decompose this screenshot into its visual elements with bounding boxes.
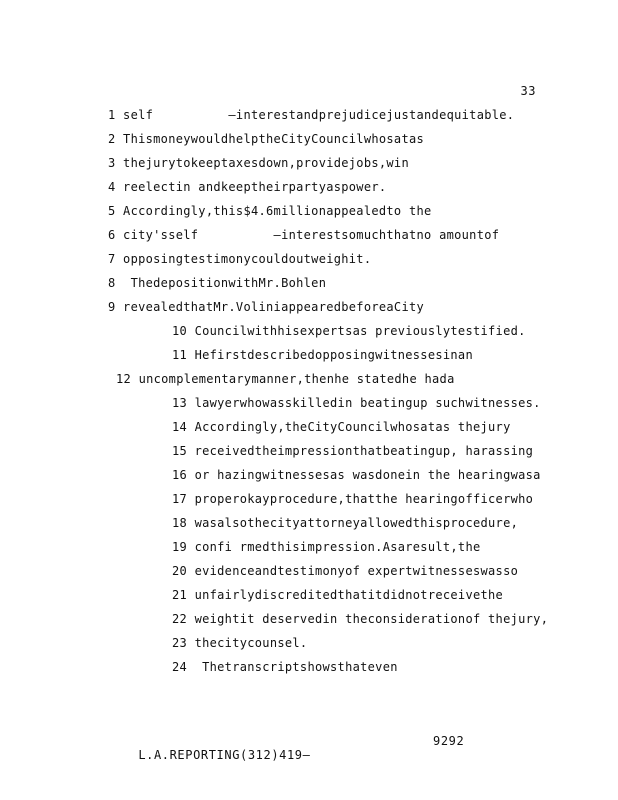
transcript-line-12: 12 uncomplementarymanner,thenhe statedhe hada: [116, 372, 455, 386]
transcript-line-9: 9 revealedthatMr.VoliniappearedbeforeaCity: [108, 300, 425, 314]
transcript-line-23: 23 thecitycounsel.: [172, 636, 308, 650]
reporter-phone-tail: 9292: [433, 734, 465, 748]
reporter-footer: [107, 734, 465, 790]
transcript-line-14: 14 Accordingly,theCityCouncilwhosatas thejury: [172, 420, 511, 434]
transcript-line-24: 24 Thetranscriptshowsthateven: [172, 660, 398, 674]
page-number: 33: [520, 84, 536, 98]
transcript-line-22: 22 weightit deservedin theconsiderationof thejury,: [172, 612, 549, 626]
transcript-line-2: 2 ThismoneywouldhelptheCityCouncilwhosatas: [108, 132, 425, 146]
transcript-line-18: 18 wasalsothecityattorneyallowedthisprocedure,: [172, 516, 519, 530]
transcript-line-10: 10 Councilwithhisexpertsas previouslytestified.: [172, 324, 526, 338]
reporter-name-phone: L.A.REPORTING(312)419—: [138, 748, 311, 762]
transcript-line-13: 13 lawyerwhowasskilledin beatingup suchwitnesses.: [172, 396, 541, 410]
transcript-line-8: 8 ThedepositionwithMr.Bohlen: [108, 276, 327, 290]
transcript-line-21: 21 unfairlydiscreditedthatitdidnotreceivethe: [172, 588, 504, 602]
transcript-line-7: 7 opposingtestimonycouldoutweighit.: [108, 252, 372, 266]
transcript-line-19: 19 confi rmedthisimpression.Asaresult,the: [172, 540, 481, 554]
transcript-line-3: 3 thejurytokeeptaxesdown,providejobs,win: [108, 156, 409, 170]
transcript-line-11: 11 Hefirstdescribedopposingwitnessesinan: [172, 348, 473, 362]
transcript-line-17: 17 properokayprocedure,thatthe hearingofficerwho: [172, 492, 534, 506]
transcript-line-16: 16 or hazingwitnessesas wasdonein the hearingwasa: [172, 468, 541, 482]
transcript-line-20: 20 evidenceandtestimonyof expertwitnesseswasso: [172, 564, 519, 578]
transcript-line-5: 5 Accordingly,this$4.6millionappealedto the: [108, 204, 432, 218]
transcript-line-15: 15 receivedtheimpressionthatbeatingup, harassing: [172, 444, 534, 458]
transcript-line-4: 4 reelectin andkeeptheirpartyaspower.: [108, 180, 387, 194]
transcript-line-1: 1 self —interestandprejudicejustandequitable.: [108, 108, 515, 122]
transcript-line-6: 6 city'sself —interestsomuchthatno amountof: [108, 228, 500, 242]
